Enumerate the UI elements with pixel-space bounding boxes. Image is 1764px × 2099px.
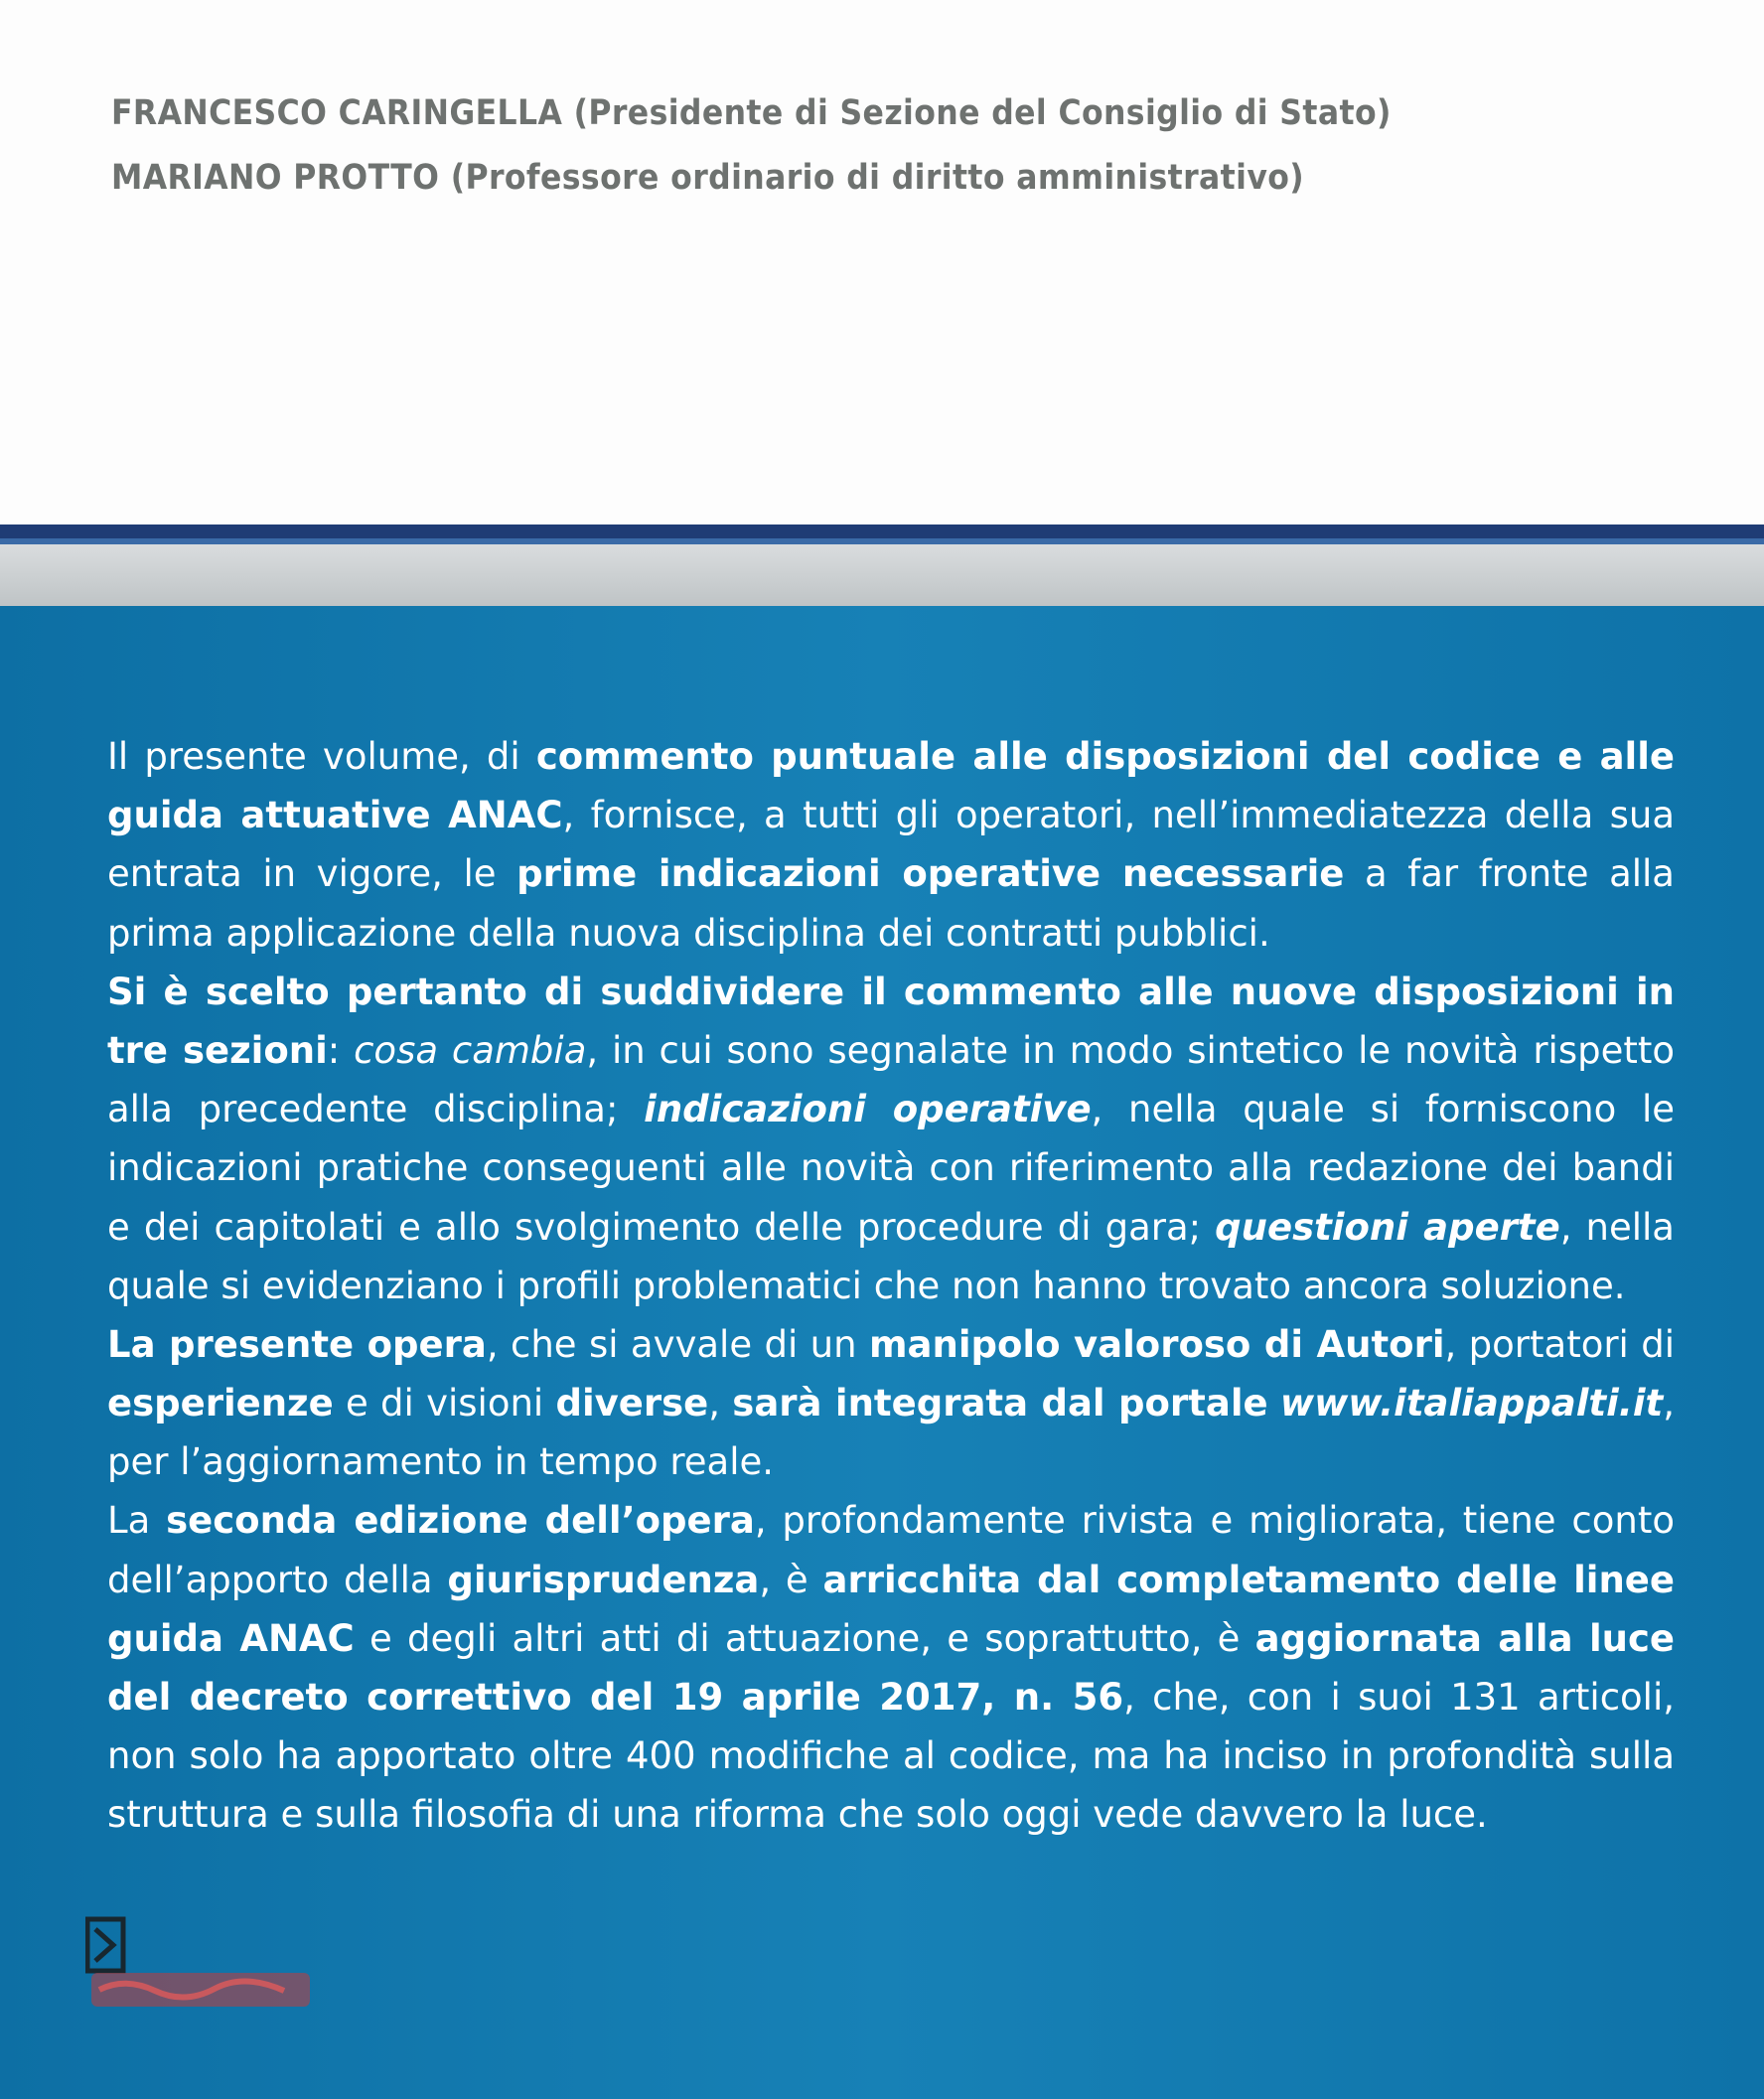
text-run-bold: manipolo valoroso di Autori <box>868 1322 1445 1366</box>
text-run-bold: prime indicazioni operative necessarie <box>516 852 1345 896</box>
text-run: a far fronte alla prima applicazione della nuova disciplina dei contratti pubblici. <box>107 852 1675 955</box>
text-run: , che, con i suoi 131 articoli, non solo ha apportato oltre 400 modifiche al codice, ma ha inciso in profondità sulla struttura e sulla filosofia di una riforma che solo oggi vede davvero la luce. <box>107 1676 1675 1837</box>
text-run-bold: La presente opera <box>107 1322 487 1366</box>
paragraph-intro <box>107 727 1675 963</box>
author-caringella <box>111 81 1392 146</box>
author-role: (Professore ordinario di diritto amministrativo) <box>450 158 1305 198</box>
text-run: , fornisce, a tutti gli operatori, nell’immediatezza della sua entrata in vigore, le <box>107 794 1675 896</box>
text-run: La <box>107 1499 167 1543</box>
text-run: Il presente volume, di <box>107 735 536 778</box>
text-run: , portatori di <box>1444 1322 1675 1366</box>
book-description <box>107 727 1675 1845</box>
text-run-bold: commento puntuale alle disposizioni del codice e alle guida attuative ANAC <box>107 735 1675 837</box>
divider-stripe-grey <box>0 544 1764 606</box>
portal-url: www.italiappalti.it <box>1279 1382 1664 1425</box>
white-header-area <box>0 0 1764 525</box>
text-run-bold: aggiornata alla luce del decreto correttivo del 19 aprile 2017, n. 56 <box>107 1616 1675 1719</box>
author-protto <box>111 146 1392 211</box>
author-list <box>111 81 1392 211</box>
text-run-bold: arricchita dal completamento delle linee guida ANAC <box>107 1558 1675 1660</box>
text-run-bold: seconda edizione dell’opera <box>166 1499 755 1543</box>
text-run-bold: sarà integrata dal portale <box>732 1382 1268 1425</box>
text-run: e degli altri atti di attuazione, e soprattutto, è <box>354 1616 1255 1660</box>
text-run-bold-italic: questioni aperte <box>1215 1205 1560 1249</box>
text-run: , per l’aggiornamento in tempo reale. <box>107 1382 1675 1484</box>
text-run: , che si avvale di un <box>486 1322 869 1366</box>
text-run-italic: cosa cambia <box>354 1028 587 1072</box>
divider-stripe-dark <box>0 525 1764 538</box>
text-run: , in cui sono segnalate in modo sintetico le novità rispetto alla precedente disciplina; <box>107 1028 1675 1131</box>
bookstore-stamp-icon <box>85 1915 324 2015</box>
paragraph-sections <box>107 963 1675 1315</box>
paragraph-second-edition <box>107 1491 1675 1844</box>
author-name: MARIANO PROTTO <box>111 158 440 198</box>
text-run: , profondamente rivista e migliorata, tiene conto dell’apporto della <box>107 1499 1675 1601</box>
text-run-bold: esperienze <box>107 1382 334 1425</box>
text-run-bold: giurisprudenza <box>447 1558 760 1601</box>
text-run-bold: diverse <box>555 1382 709 1425</box>
author-name: FRANCESCO CARINGELLA <box>111 93 563 133</box>
text-run: , nella quale si forniscono le indicazioni pratiche conseguenti alle novità con riferimento alla redazione dei bandi e dei capitolati e allo svolgimento delle procedure di gara; <box>107 1088 1675 1249</box>
text-run-bold-italic: indicazioni operative <box>644 1088 1092 1131</box>
text-run: , nella quale si evidenziano i profili problematici che non hanno trovato ancora soluzione. <box>107 1205 1675 1307</box>
author-role: (Presidente di Sezione del Consiglio di Stato) <box>573 93 1392 133</box>
text-run: e di visioni <box>333 1382 556 1425</box>
text-run: : <box>327 1028 355 1072</box>
text-run-bold: Si è scelto pertanto di suddividere il commento alle nuove disposizioni in tre sezioni <box>107 970 1675 1072</box>
text-run: , è <box>759 1558 823 1601</box>
text-run <box>1268 1382 1280 1424</box>
paragraph-authors-portal <box>107 1315 1675 1492</box>
text-run: , <box>708 1382 733 1425</box>
